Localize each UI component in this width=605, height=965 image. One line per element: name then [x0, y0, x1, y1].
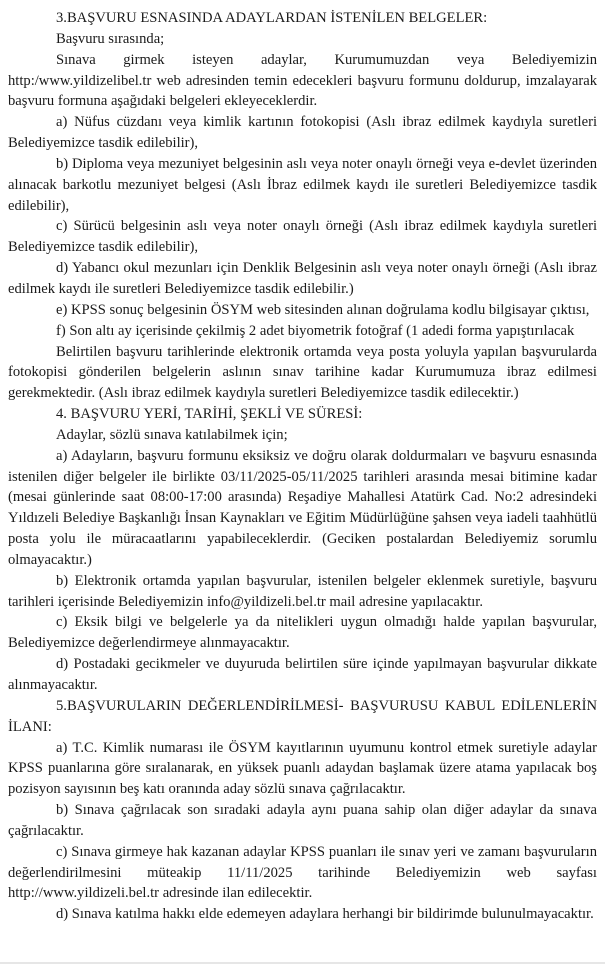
list-item: a) T.C. Kimlik numarası ile ÖSYM kayıtlarının uyumunu kontrol etmek suretiyle adaylar KPSS puanlarına göre sıralanarak, en yüksek puanlı adaydan başlamak üzere atama yapılacak boş pozisyon sayısının beş katı oranında aday sözlü sınava çağrılacaktır.	[8, 739, 597, 798]
paragraph: Sınava girmek isteyen adaylar, Kurumumuzdan veya Belediyemizin http:/www.yildizelibel.tr web adresinden temin edecekleri başvuru formunu doldurup, imzalayarak başvuru formuna aşağıdaki belgeleri ekleyeceklerdir.	[8, 51, 597, 110]
list-item: a) Nüfus cüzdanı veya kimlik kartının fotokopisi (Aslı ibraz edilmek kaydıyla suretleri Belediyemizce tasdik edilebilir),	[8, 114, 597, 152]
list-item: c) Sınava girmeye hak kazanan adaylar KPSS puanları ile sınav yeri ve zamanı başvuruların değerlendirilmesini müteakip 11/11/2025 tarihinde Belediyemizin web sayfası http://www.yildizeli.bel.tr adresinde ilan edilecektir.	[8, 843, 597, 902]
paragraph: Başvuru sırasında;	[56, 30, 165, 47]
list-item: d) Postadaki gecikmeler ve duyuruda belirtilen süre içinde yapılmayan başvurular dikkate alınmayacaktır.	[8, 656, 597, 693]
list-item: a) Adayların, başvuru formunu eksiksiz ve doğru olarak doldurmaları ve başvuru esnasında istenilen diğer belgeler ile birlikte 03/11/2025-05/11/2025 tarihleri arasında mesai bitimine kadar (mesai günlerinde saat 08:00-17:00 arasında) Reşadiye Mahallesi Atatürk Cad. No:2 adresindeki Yıldızeli Belediye Başkanlığı İnsan Kaynakları ve Eğitim Müdürlüğüne şahsen veya iadeli taahhütlü posta yolu ile müracaatlarını yapabileceklerdir. (Geciken postalardan Belediyemiz sorumlu olmayacaktır.)	[8, 447, 597, 568]
list-item: b) Elektronik ortamda yapılan başvurular, istenilen belgeler eklenmek suretiyle, başvuru tarihleri içerisinde Belediyemizin info@yildizeli.bel.tr mail adresine yapılacaktır.	[8, 572, 597, 610]
page-bottom-edge	[0, 962, 605, 964]
list-item: b) Sınava çağrılacak son sıradaki adayla aynı puana sahip olan diğer adaylar da sınava çağrılacaktır.	[8, 802, 597, 839]
section-4-heading: 4. BAŞVURU YERİ, TARİHİ, ŞEKLİ VE SÜRESİ:	[56, 406, 363, 423]
list-item: c) Eksik bilgi ve belgelerle ya da nitelikleri uygun olmadığı halde yapılan başvurular, Belediyemizce değerlendirmeye alınmayacaktır.	[8, 614, 597, 652]
paragraph: Adaylar, sözlü sınava katılabilmek için;	[56, 426, 288, 443]
paragraph: Belirtilen başvuru tarihlerinde elektronik ortamda veya posta yoluyla yapılan başvurularda fotokopisi gönderilen belgelerin aslının sınav tarihine kadar Kurumumuza ibraz edilmesi gerekmektedir. (Aslı ibraz edilmek kaydıyla suretleri Belediyemizce tasdik edilecektir.)	[8, 343, 597, 402]
list-item: d) Sınava katılma hakkı elde edemeyen adaylara herhangi bir bildirimde bulunulmayacaktır.	[56, 906, 594, 923]
list-item: d) Yabancı okul mezunları için Denklik Belgesinin aslı veya noter onaylı örneği (Aslı ibraz edilmek kaydı ile suretleri Belediyemizce tasdik edilebilir.)	[8, 260, 597, 297]
section-3-heading: 3.BAŞVURU ESNASINDA ADAYLARDAN İSTENİLEN BELGELER:	[56, 10, 488, 26]
list-item: f) Son altı ay içerisinde çekilmiş 2 adet biyometrik fotoğraf (1 adedi forma yapıştırılacak	[56, 322, 575, 339]
list-item: e) KPSS sonuç belgesinin ÖSYM web sitesinden alınan doğrulama kodlu bilgisayar çıktısı,	[56, 301, 590, 318]
section-5-heading: 5.BAŞVURULARIN DEĞERLENDİRİLMESİ- BAŞVURUSU KABUL EDİLENLERİN İLANI:	[8, 697, 597, 735]
list-item: b) Diploma veya mezuniyet belgesinin aslı veya noter onaylı örneği veya e-devlet üzerinden alınacak barkotlu mezuniyet belgesi (Aslı İbraz edilmek kaydı ile suretleri Belediyemizce tasdik edilebilir),	[8, 155, 597, 214]
document-page	[8, 8, 597, 925]
list-item: c) Sürücü belgesinin aslı veya noter onaylı örneği (Aslı ibraz edilmek kaydıyla suretleri Belediyemizce tasdik edilebilir),	[8, 218, 597, 256]
